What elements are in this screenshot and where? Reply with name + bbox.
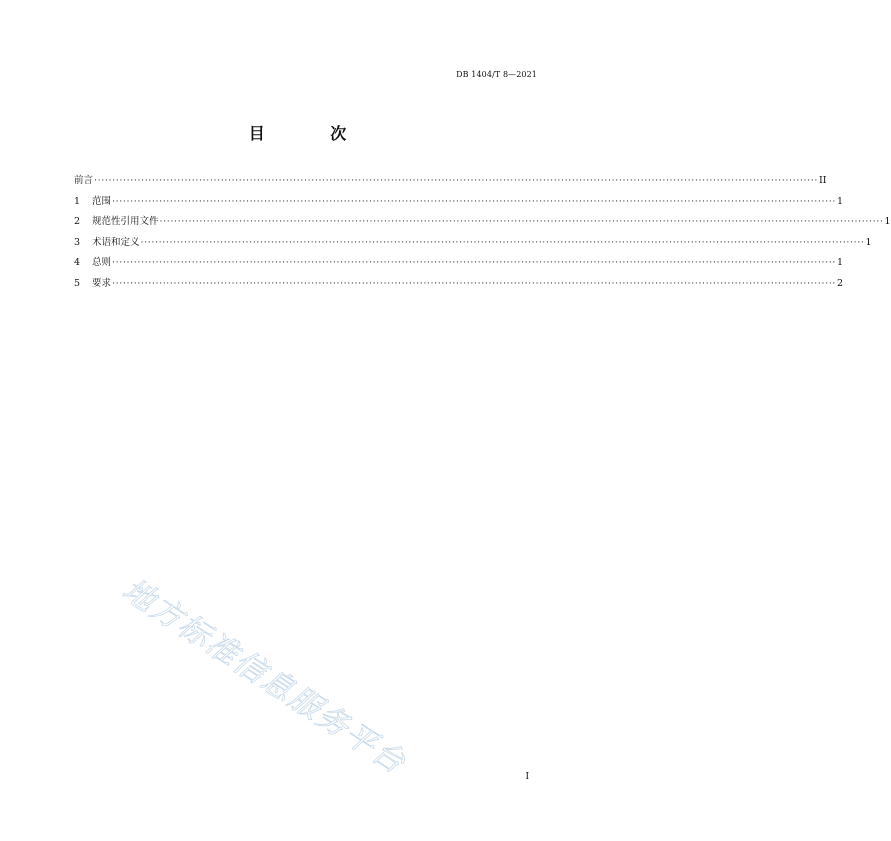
toc-entry-label: 总则: [92, 257, 112, 268]
toc-entry-number: 1: [74, 195, 81, 207]
toc-title: 目 次: [248, 124, 377, 143]
toc-entry-label: 要求: [92, 277, 112, 289]
toc-entry-page: 2: [836, 277, 844, 289]
toc-entry-normative-references[interactable]: [74, 213, 891, 234]
toc-entry-page: 1: [865, 236, 872, 248]
toc-entry-label: 术语和定义: [92, 236, 140, 248]
toc-dot-leader: ········································································································································································································: [112, 277, 836, 289]
toc-entry-general[interactable]: [74, 254, 844, 275]
toc-entry-scope[interactable]: [74, 193, 844, 214]
toc-entry-number: 3: [74, 236, 81, 248]
toc-entry-page: 1: [836, 195, 844, 207]
toc-entry-number: 4: [74, 257, 81, 268]
toc-entry-label: 范围: [92, 195, 112, 207]
toc-dot-leader: ········································································································································································································: [112, 257, 836, 268]
toc-dot-leader: ········································································································································································································: [112, 195, 836, 207]
toc-entry-page: 1: [884, 216, 891, 227]
toc-entry-number: 5: [74, 277, 81, 289]
toc-dot-leader: ········································································································································································································: [140, 236, 865, 248]
table-of-contents: [74, 172, 891, 295]
page-number: I: [525, 772, 529, 782]
toc-entry-terms-definitions[interactable]: [74, 234, 872, 255]
toc-entry-label: 规范性引用文件: [92, 216, 159, 227]
toc-entry-label: 前言: [74, 175, 94, 186]
toc-entry-page: 1: [836, 257, 844, 268]
toc-dot-leader: ········································································································································································································: [159, 216, 884, 227]
watermark: 地方标准信息服务平台: [116, 571, 413, 782]
toc-dot-leader: ········································································································································································································: [94, 175, 818, 186]
toc-entry-requirements[interactable]: [74, 275, 844, 296]
toc-entry-foreword[interactable]: [74, 172, 827, 193]
toc-entry-number: 2: [74, 216, 81, 227]
document-code: DB 1404/T 8—2021: [456, 70, 537, 79]
toc-entry-page: II: [818, 175, 827, 186]
